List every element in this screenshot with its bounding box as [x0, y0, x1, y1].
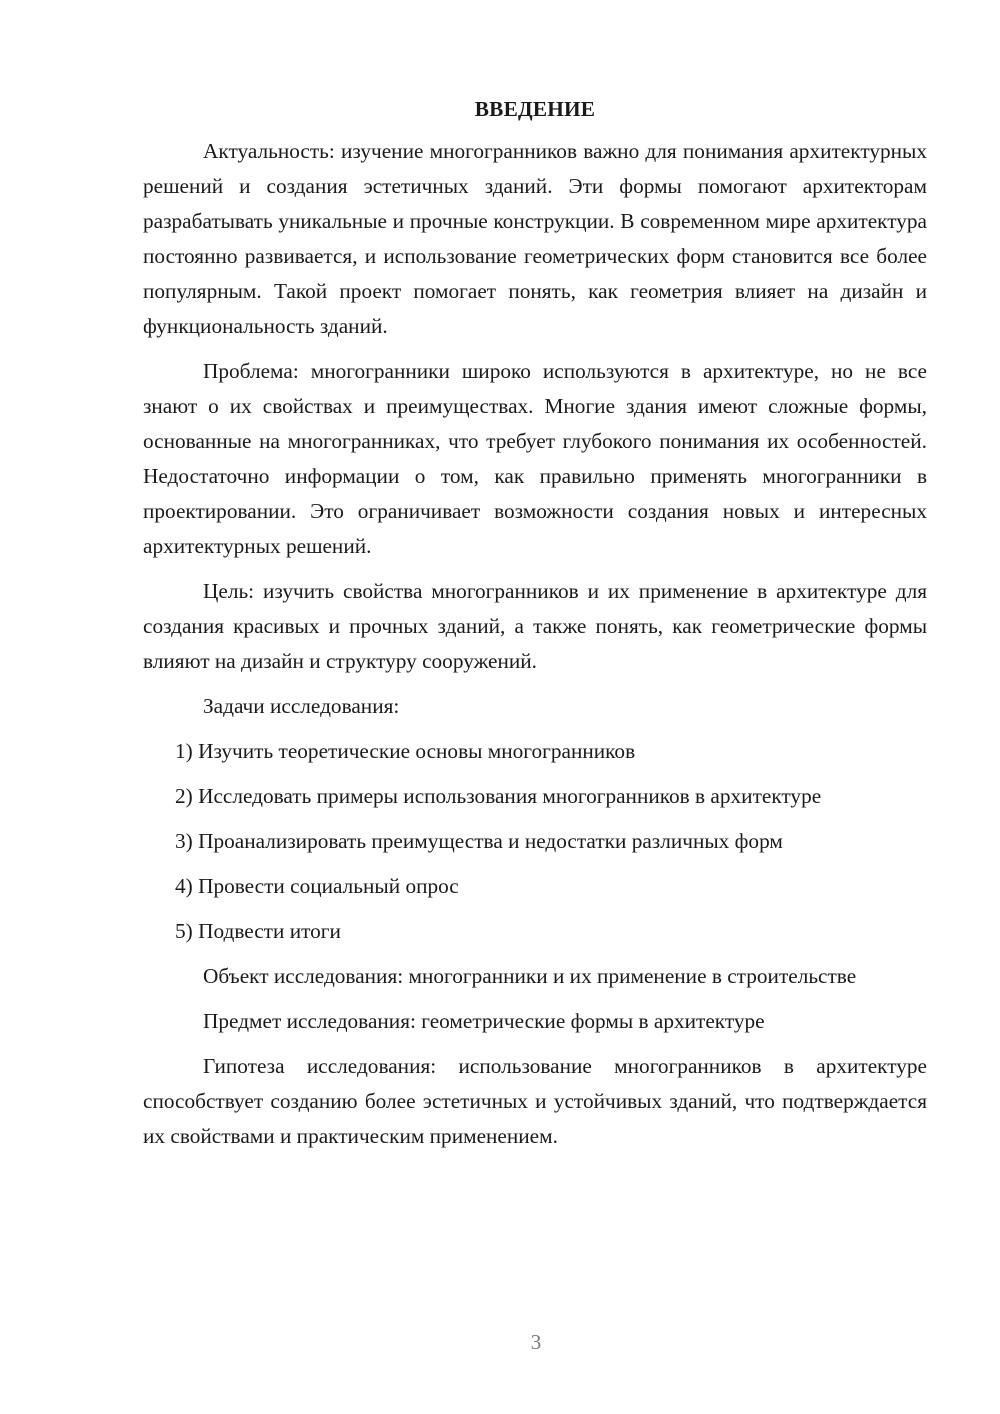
research-object-paragraph: Объект исследования: многогранники и их применение в строительстве — [203, 964, 857, 988]
task-item: 1) Изучить теоретические основы многогранников — [175, 739, 636, 763]
page-number: 3 — [530, 1330, 542, 1354]
research-subject-paragraph: Предмет исследования: геометрические формы в архитектуре — [203, 1009, 765, 1033]
relevance-paragraph: Актуальность: изучение многогранников важно для понимания архитектурных решений и создания эстетичных зданий. Эти формы помогают архитекторам разрабатывать уникальные и прочные конструкции. В современном мире архитектура постоянно развивается, и использование геометрических форм становится все более популярным. Такой проект помогает понять, как геометрия влияет на дизайн и функциональность зданий. — [143, 139, 927, 338]
section-heading: ВВЕДЕНИЕ — [474, 97, 596, 121]
task-item: 5) Подвести итоги — [175, 919, 341, 943]
goal-paragraph: Цель: изучить свойства многогранников и их применение в архитектуре для создания красивых и прочных зданий, а также понять, как геометрические формы влияют на дизайн и структуру сооружений. — [143, 579, 927, 673]
hypothesis-paragraph: Гипотеза исследования: использование многогранников в архитектуре способствует созданию более эстетичных и устойчивых зданий, что подтверждается их свойствами и практическим применением. — [143, 1054, 927, 1148]
task-item: 4) Провести социальный опрос — [175, 874, 459, 898]
task-item: 3) Проанализировать преимущества и недостатки различных форм — [175, 829, 783, 853]
tasks-intro-paragraph: Задачи исследования: — [203, 694, 400, 718]
task-item: 2) Исследовать примеры использования многогранников в архитектуре — [175, 784, 822, 808]
problem-paragraph: Проблема: многогранники широко используются в архитектуре, но не все знают о их свойствах и преимуществах. Многие здания имеют сложные формы, основанные на многогранниках, что требует глубокого понимания их особенностей. Недостаточно информации о том, как правильно применять многогранники в проектировании. Это ограничивает возможности создания новых и интересных архитектурных решений. — [143, 359, 927, 558]
document-body — [143, 92, 927, 1164]
